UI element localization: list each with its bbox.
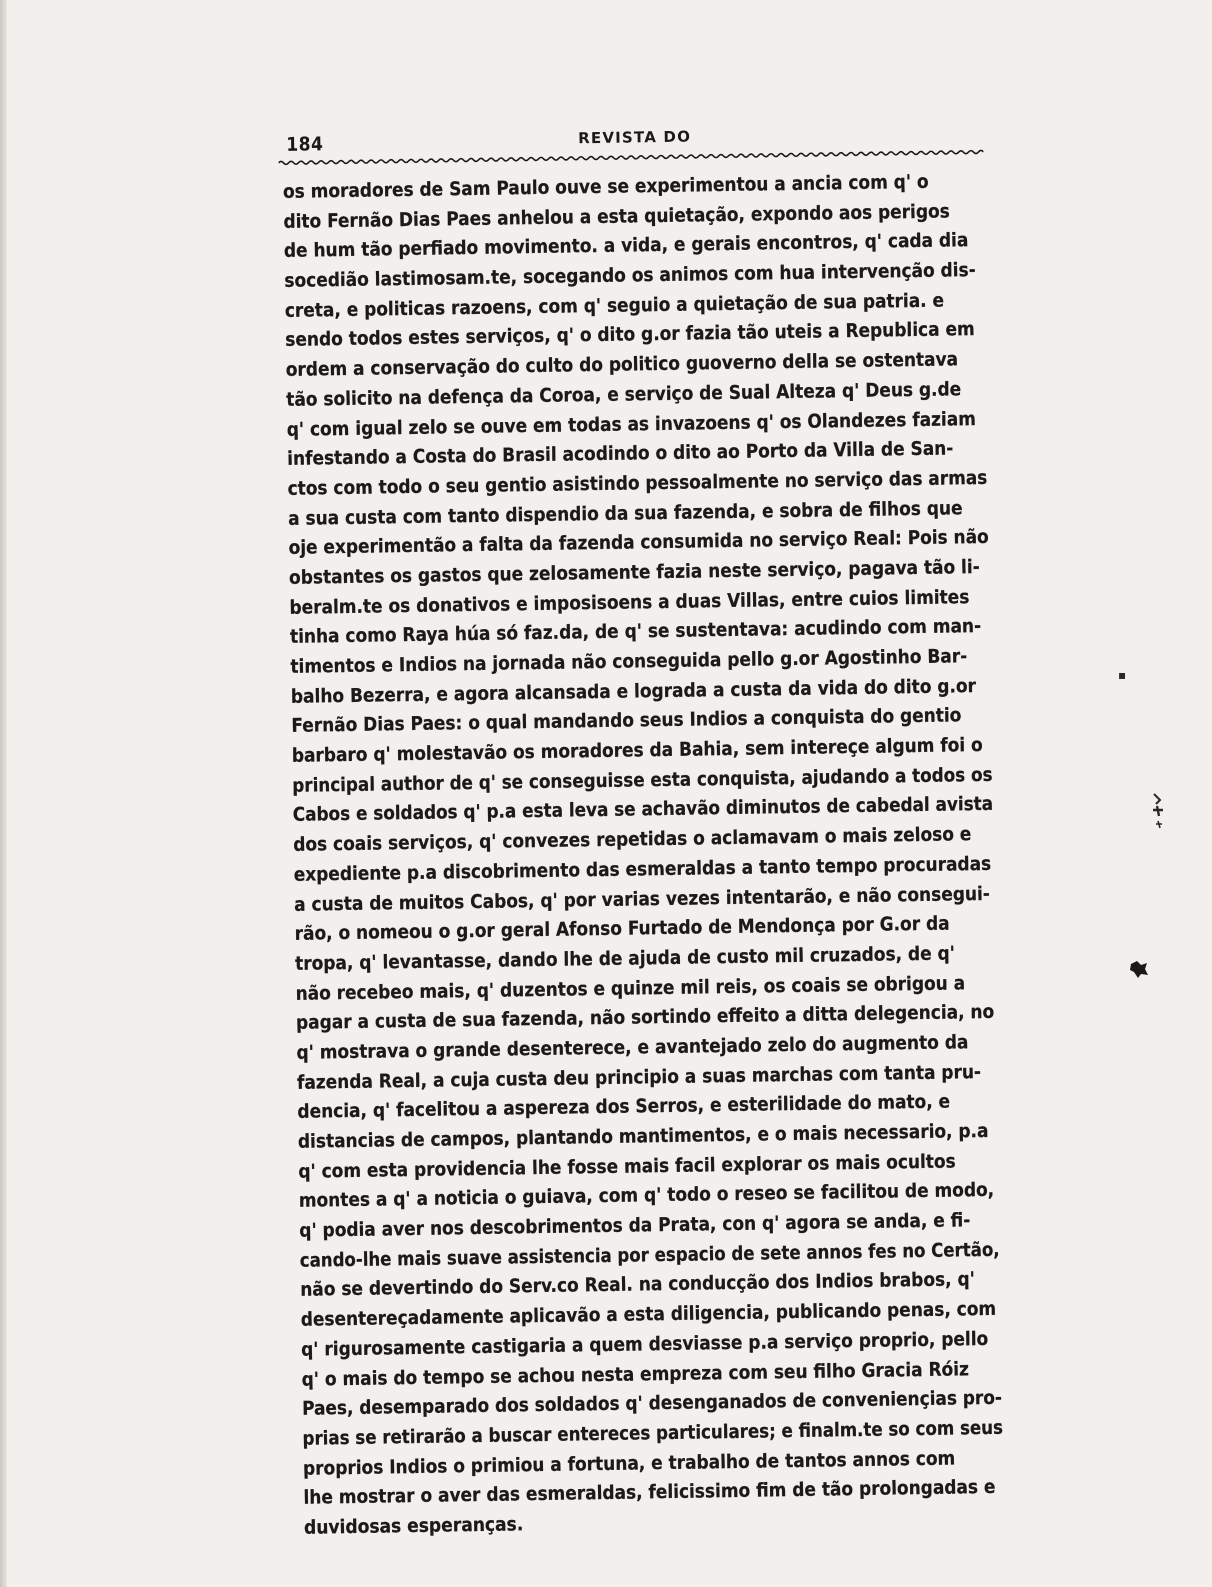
text-line: beralm.te os donativos e imposisoens a duas Villas, entre cuios limites xyxy=(289,585,970,619)
scan-edge-shadow xyxy=(0,0,7,1587)
text-line: tinha como Raya húa só faz.da, de q' se sustentava: acudindo com man- xyxy=(289,615,982,649)
text-line: q' podia aver nos descobrimentos da Prata, con q' agora se anda, e fi- xyxy=(299,1209,971,1242)
text-line: a custa de muitos Cabos, q' por varias vezes intentarão, e não consegui- xyxy=(294,882,991,916)
text-line: creta, e politicas razoens, com q' seguio a quietação de sua patria. e xyxy=(284,289,945,322)
text-line: prias se retirarão a buscar entereces particulares; e finalm.te so com seus xyxy=(302,1416,1004,1450)
text-line: barbaro q' molestavão os moradores da Bahia, sem intereçe algum foi o xyxy=(291,734,983,767)
text-line: Cabos e soldados q' p.a esta leva se achavão diminutos de cabedal avista xyxy=(292,793,994,827)
text-line: oje experimentão a falta da fazenda consumida no serviço Real: Pois não xyxy=(288,526,989,560)
text-line: montes a q' a noticia o guiava, com q' todo o reseo se facilitou de modo, xyxy=(298,1179,995,1213)
text-line: Paes, desemparado dos soldados q' desenganados de conveniençias pro- xyxy=(301,1386,1003,1420)
book-page xyxy=(278,117,1022,1548)
text-line: Fernão Dias Paes: o qual mandando seus Indios a conquista do gentio xyxy=(291,704,962,738)
text-line: proprios Indios o primiou a fortuna, e trabalho de tantos annos com xyxy=(302,1447,956,1480)
header-wavy-rule xyxy=(279,149,984,166)
margin-ink-scribble xyxy=(1150,792,1168,832)
text-line: ordem a conservação do culto do politico guoverno della se ostentava xyxy=(285,348,959,382)
text-line: sendo todos estes serviços, q' o dito g.or fazia tão uteis a Republica em xyxy=(285,318,975,352)
text-line: desentereçadamente aplicavão a esta diligencia, publicando penas, com xyxy=(300,1297,997,1331)
text-line: balho Bezerra, e agora alcansada e lograda a custa da vida do dito g.or xyxy=(290,674,977,708)
margin-ink-blot xyxy=(1128,958,1150,980)
text-line: de hum tão perfiado movimento. a vida, e gerais encontros, q' cada dia xyxy=(283,229,969,263)
text-line: q' rigurosamente castigaria a quem desviasse p.a serviço proprio, pello xyxy=(301,1327,989,1361)
text-line: principal author de q' se conseguisse esta conquista, ajudando a todos os xyxy=(292,763,993,797)
margin-ink-speck: ▪ xyxy=(1118,668,1127,682)
text-line: dencia, q' facelitou a aspereza dos Serros, e esterilidade do mato, e xyxy=(297,1090,951,1124)
text-line: pagar a custa de sua fazenda, não sortindo effeito a ditta delegencia, no xyxy=(295,1001,995,1035)
page-body-text xyxy=(283,167,1009,1544)
text-line: tão solicito na defença da Coroa, e serviço de Sual Alteza q' Deus g.de xyxy=(286,378,962,411)
text-line: q' com igual zelo se ouve em todas as invazoens q' os Olandezes faziam xyxy=(286,407,977,441)
text-line: lhe mostrar o aver das esmeraldas, felicissimo fim de tão prolongadas e xyxy=(303,1476,996,1510)
text-line: fazenda Real, a cuja custa deu principio a suas marchas com tanta pru- xyxy=(296,1060,982,1094)
text-line: dito Fernão Dias Paes anhelou a esta quietação, expondo aos perigos xyxy=(283,200,950,233)
text-line: distancias de campos, plantando mantimentos, e o mais necessario, p.a xyxy=(297,1119,989,1153)
page-number: 184 xyxy=(286,133,324,156)
text-line: socedião lastimosam.te, socegando os animos com hua intervenção dis- xyxy=(284,259,976,292)
text-line: não recebeo mais, q' duzentos e quinze mil reis, os coais se obrigou a xyxy=(295,971,966,1005)
running-head xyxy=(278,117,1000,160)
text-line: q' com esta providencia lhe fosse mais facil explorar os mais ocultos xyxy=(298,1150,956,1183)
text-line: não se devertindo do Serv.co Real. na conducção dos Indios brabos, q' xyxy=(300,1268,976,1302)
text-line: duvidosas esperanças. xyxy=(303,1513,524,1539)
text-line: rão, o nomeou o g.or geral Afonso Furtado de Mendonça por G.or da xyxy=(294,912,950,946)
text-line: a sua custa com tanto dispendio da sua fazenda, e sobra de filhos que xyxy=(287,496,963,530)
text-line: q' mostrava o grande desenterece, e avantejado zelo do augmento da xyxy=(296,1031,969,1064)
text-line: infestando a Costa do Brasil acodindo o dito ao Porto da Villa de San- xyxy=(287,437,954,471)
text-line: ctos com todo o seu gentio asistindo pessoalmente no serviço das armas xyxy=(287,466,988,500)
running-title: REVISTA DO xyxy=(578,127,692,148)
text-line: timentos e Indios na jornada não conseguida pello g.or Agostinho Bar- xyxy=(290,645,968,678)
text-line: os moradores de Sam Paulo ouve se experimentou a ancia com q' o xyxy=(282,170,929,203)
text-line: expediente p.a discobrimento das esmeraldas a tanto tempo procuradas xyxy=(293,852,992,886)
text-line: q' o mais do tempo se achou nesta empreza com seu filho Gracia Róiz xyxy=(301,1357,970,1391)
text-line: cando-lhe mais suave assistencia por espacio de sete annos fes no Certão, xyxy=(299,1238,1000,1272)
text-line: dos coais serviços, q' convezes repetidas o aclamavam o mais zeloso e xyxy=(293,823,972,856)
text-line: tropa, q' levantasse, dando lhe de ajuda de custo mil cruzados, de q' xyxy=(294,942,956,975)
text-line: obstantes os gastos que zelosamente fazia neste serviço, pagava tão li- xyxy=(288,555,980,589)
